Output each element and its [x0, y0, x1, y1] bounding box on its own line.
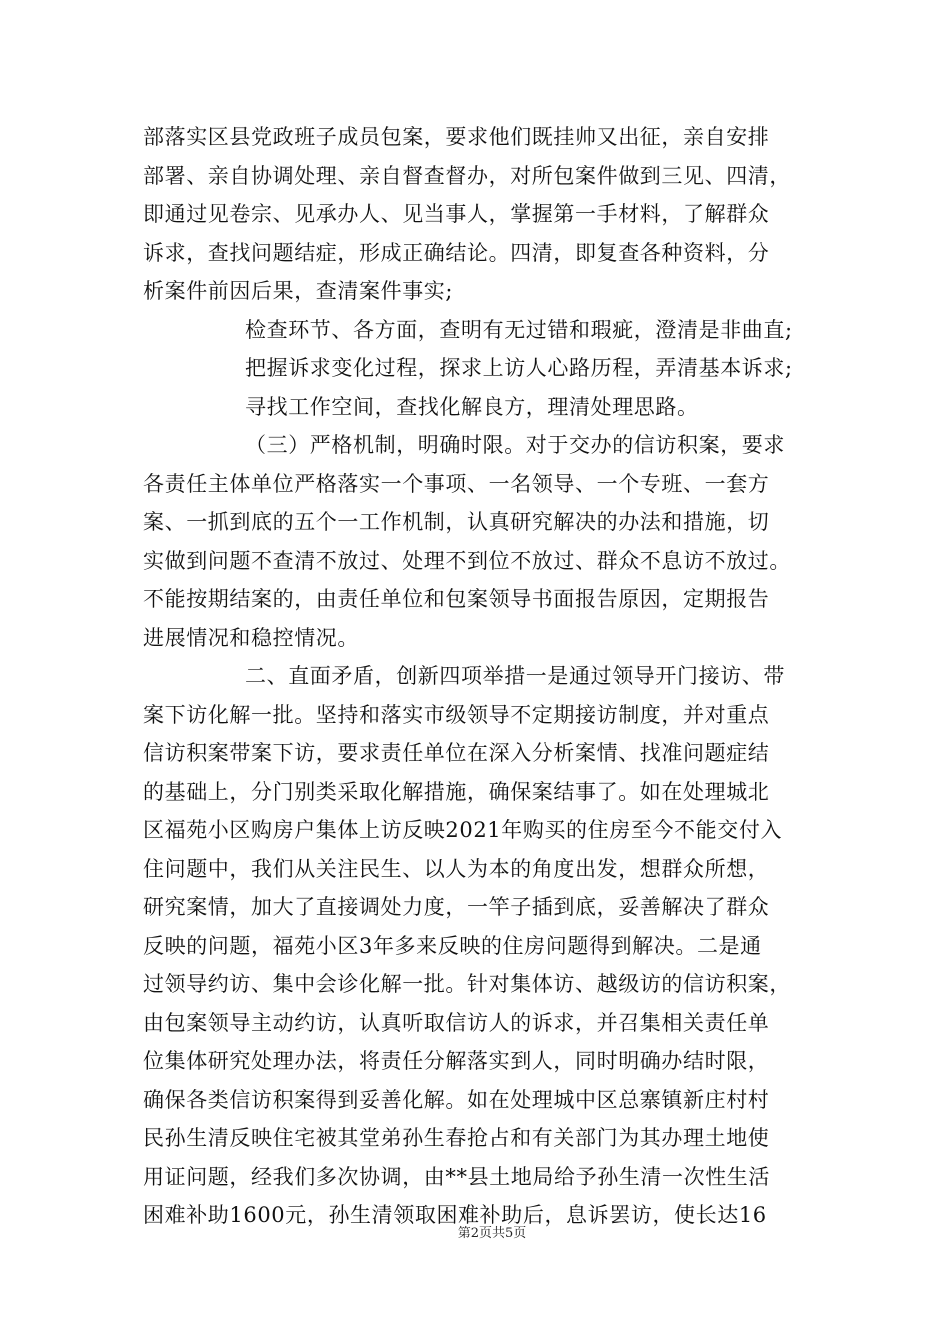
text-line: 反映的问题，福苑小区3年多来反映的住房问题得到解决。二是通: [143, 933, 762, 958]
text-line: 即通过见卷宗、见承办人、见当事人，掌握第一手材料，了解群众: [143, 202, 770, 226]
list-item: 检查环节、各方面，查明有无过错和瑕疵，澄清是非曲直;: [245, 317, 793, 342]
text-line: 由包案领导主动约访，认真听取信访人的诉求，并召集相关责任单: [143, 1010, 770, 1035]
list-item: 寻找工作空间，查找化解良方，理清处理思路。: [245, 394, 699, 419]
text-line: 民孙生清反映住宅被其堂弟孙生春抢占和有关部门为其办理土地使: [143, 1126, 770, 1150]
text-line: 不能按期结案的，由责任单位和包案领导书面报告原因，定期报告: [143, 587, 770, 611]
text-line: 部落实区县党政班子成员包案，要求他们既挂帅又出征，亲自安排: [143, 125, 770, 149]
text-line: 住问题中，我们从关注民生、以人为本的角度出发，想群众所想，: [143, 856, 770, 881]
text-line: 位集体研究处理办法，将责任分解落实到人，同时明确办结时限，: [143, 1049, 770, 1073]
section-heading-line: 二、直面矛盾，创新四项举措一是通过领导开门接访、带: [245, 664, 785, 688]
text-line: 的基础上，分门别类采取化解措施，确保案结事了。如在处理城北: [143, 779, 770, 804]
text-line: 案下访化解一批。坚持和落实市级领导不定期接访制度，并对重点: [143, 702, 770, 727]
text-line: 信访积案带案下访，要求责任单位在深入分析案情、找准问题症结: [143, 741, 770, 765]
text-line: 困难补助1600元，孙生清领取困难补助后，息诉罢访，使长达16: [143, 1203, 767, 1227]
list-item: 把握诉求变化过程，探求上访人心路历程，弄清基本诉求;: [245, 356, 793, 380]
text-line: 部署、亲自协调处理、亲自督查督办，对所包案件做到三见、四清，: [143, 163, 791, 188]
text-line: 案、一抓到底的五个一工作机制，认真研究解决的办法和措施，切: [143, 510, 770, 534]
text-line: 用证问题，经我们多次协调，由**县土地局给予孙生清一次性生活: [143, 1164, 770, 1189]
text-line: 诉求，查找问题结症，形成正确结论。四清，即复查各种资料，分: [143, 240, 770, 265]
document-body: [143, 118, 843, 1235]
text-line: 过领导约访、集中会诊化解一批。针对集体访、越级访的信访积案，: [143, 972, 791, 996]
text-line: 研究案情，加大了直接调处力度，一竿子插到底，妥善解决了群众: [143, 895, 770, 919]
text-line: 确保各类信访积案得到妥善化解。如在处理城中区总寨镇新庄村村: [143, 1087, 770, 1112]
text-line: 实做到问题不查清不放过、处理不到位不放过、群众不息访不放过。: [143, 548, 791, 573]
text-line: 各责任主体单位严格落实一个事项、一名领导、一个专班、一套方: [143, 471, 770, 496]
page-number-footer: 第2页共5页: [457, 1226, 527, 1241]
text-line: 析案件前因后果，查清案件事实;: [143, 279, 454, 303]
section-heading-line: （三）严格机制，明确时限。对于交办的信访积案，要求: [245, 433, 785, 457]
text-line: 进展情况和稳控情况。: [143, 625, 359, 650]
text-line: 区福苑小区购房户集体上访反映2021年购买的住房至今不能交付入: [143, 818, 783, 842]
